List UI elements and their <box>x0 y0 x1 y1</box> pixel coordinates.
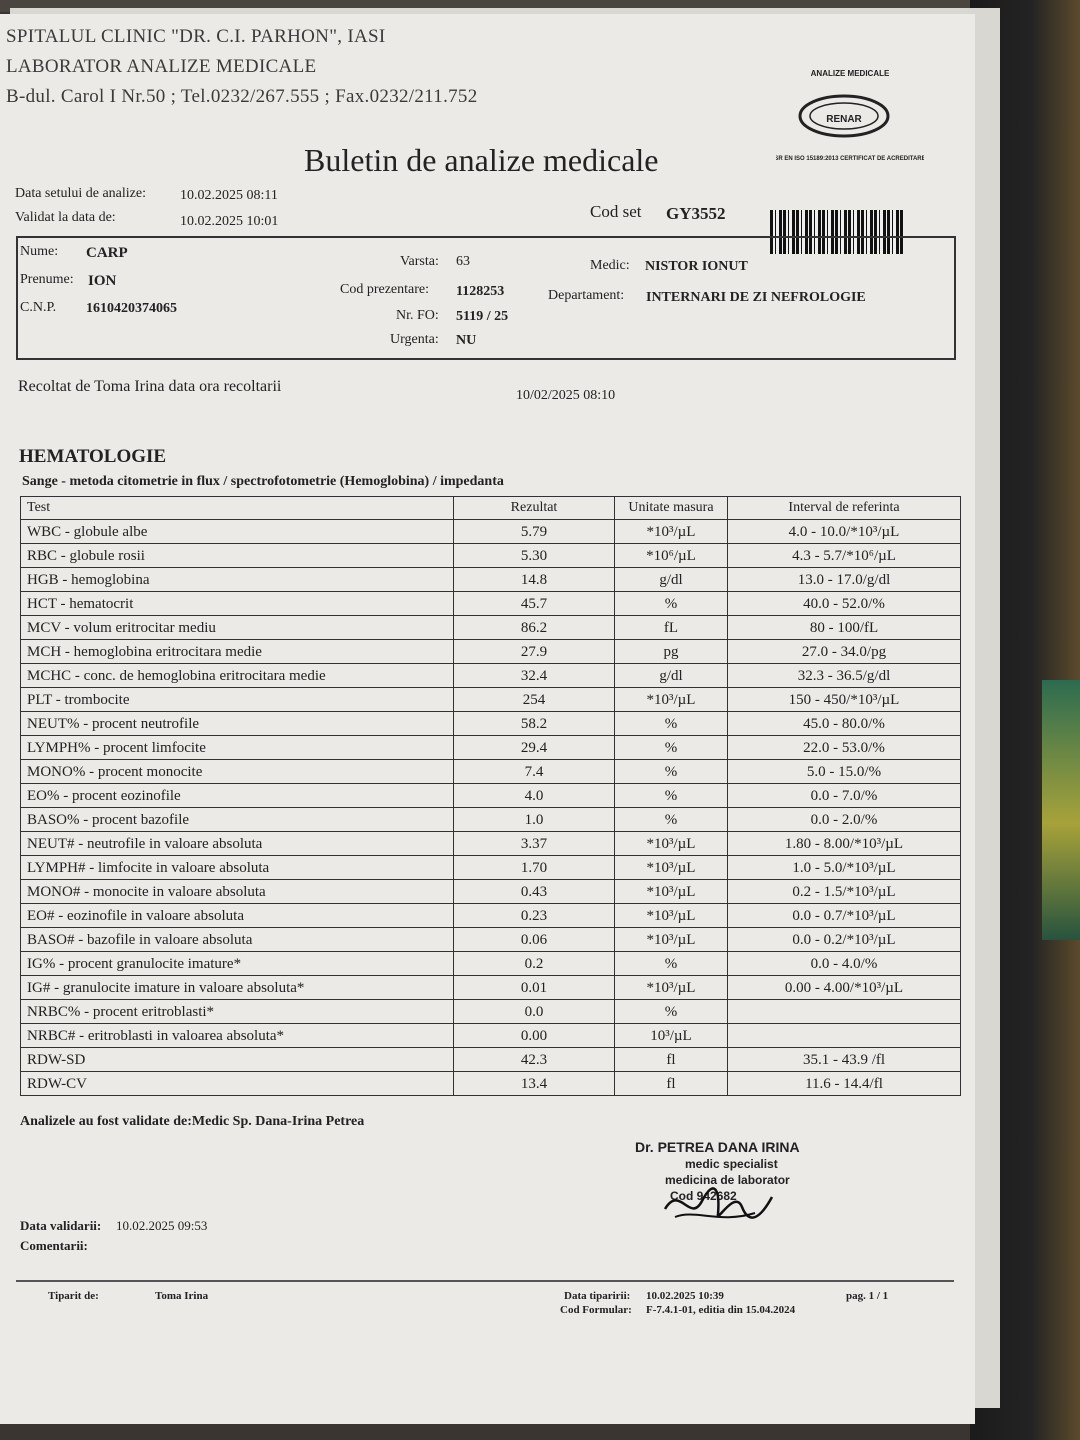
logo-text-bottom: SR EN ISO 15189:2013 CERTIFICAT DE ACREDITARE <box>776 156 924 162</box>
urgency-label: Urgenta: <box>390 332 439 347</box>
test-reference: 22.0 - 53.0/% <box>728 736 961 760</box>
page-number: pag. 1 / 1 <box>846 1290 889 1302</box>
background-colored-object <box>1042 680 1080 940</box>
table-row <box>21 856 961 880</box>
firstname-value: ION <box>88 273 117 289</box>
set-date-value: 10.02.2025 08:11 <box>180 188 278 203</box>
test-unit: *10³/µL <box>615 976 728 1000</box>
printed-by-value: Toma Irina <box>155 1290 209 1302</box>
test-reference: 5.0 - 15.0/% <box>728 760 961 784</box>
test-unit: 10³/µL <box>615 1024 728 1048</box>
test-unit: *10³/µL <box>615 928 728 952</box>
logo-text-mid: RENAR <box>826 114 862 125</box>
test-result: 32.4 <box>454 664 615 688</box>
hospital-name: SPITALUL CLINIC "DR. C.I. PARHON", IASI <box>6 26 386 47</box>
test-result: 86.2 <box>454 616 615 640</box>
test-unit: *10³/µL <box>615 856 728 880</box>
table-row <box>21 1048 961 1072</box>
table-row <box>21 760 961 784</box>
test-result: 7.4 <box>454 760 615 784</box>
test-result: 58.2 <box>454 712 615 736</box>
test-name: IG# - granulocite imature in valoare absoluta* <box>21 976 454 1000</box>
logo-text-top: ANALIZE MEDICALE <box>810 69 890 78</box>
table-row <box>21 616 961 640</box>
section-title: HEMATOLOGIE <box>19 446 167 467</box>
header-reference: Interval de referinta <box>728 497 961 520</box>
test-unit: fL <box>615 616 728 640</box>
validated-by: Analizele au fost validate de:Medic Sp. Dana-Irina Petrea <box>20 1114 365 1129</box>
test-result: 27.9 <box>454 640 615 664</box>
validated-date-label: Validat la data de: <box>15 210 116 225</box>
test-name: NEUT% - procent neutrofile <box>21 712 454 736</box>
test-reference: 4.0 - 10.0/*10³/µL <box>728 520 961 544</box>
test-result: 14.8 <box>454 568 615 592</box>
table-row <box>21 784 961 808</box>
collected-by: Recoltat de Toma Irina data ora recoltarii <box>18 378 282 395</box>
presentation-code-value: 1128253 <box>456 284 505 299</box>
test-result: 5.79 <box>454 520 615 544</box>
stamp-line-2: medic specialist <box>685 1157 778 1171</box>
test-name: NRBC% - procent eritroblasti* <box>21 1000 454 1024</box>
test-reference: 45.0 - 80.0/% <box>728 712 961 736</box>
test-reference: 32.3 - 36.5/g/dl <box>728 664 961 688</box>
name-value: CARP <box>86 245 128 261</box>
test-name: MCV - volum eritrocitar mediu <box>21 616 454 640</box>
cnp-label: C.N.P. <box>20 300 57 315</box>
lab-report-page <box>0 14 975 1424</box>
test-name: LYMPH# - limfocite in valoare absoluta <box>21 856 454 880</box>
table-row <box>21 1000 961 1024</box>
test-result: 254 <box>454 688 615 712</box>
collection-datetime: 10/02/2025 08:10 <box>516 388 616 403</box>
test-unit: % <box>615 712 728 736</box>
test-reference: 0.0 - 2.0/% <box>728 808 961 832</box>
urgency-value: NU <box>456 333 477 348</box>
test-name: MONO# - monocite in valoare absoluta <box>21 880 454 904</box>
test-name: HGB - hemoglobina <box>21 568 454 592</box>
test-reference: 0.00 - 4.00/*10³/µL <box>728 976 961 1000</box>
table-row <box>21 880 961 904</box>
test-name: BASO# - bazofile in valoare absoluta <box>21 928 454 952</box>
test-reference: 40.0 - 52.0/% <box>728 592 961 616</box>
test-unit: % <box>615 592 728 616</box>
table-row <box>21 568 961 592</box>
test-reference: 11.6 - 14.4/fl <box>728 1072 961 1096</box>
test-reference: 0.0 - 0.7/*10³/µL <box>728 904 961 928</box>
table-row <box>21 544 961 568</box>
set-code-label: Cod set <box>590 202 642 221</box>
table-row <box>21 640 961 664</box>
test-reference: 1.0 - 5.0/*10³/µL <box>728 856 961 880</box>
results-table <box>20 496 961 1096</box>
test-name: RDW-CV <box>21 1072 454 1096</box>
table-row <box>21 1072 961 1096</box>
header-unit: Unitate masura <box>615 497 728 520</box>
test-unit: % <box>615 760 728 784</box>
printed-by-label: Tiparit de: <box>48 1290 99 1302</box>
test-unit: *10⁶/µL <box>615 544 728 568</box>
table-row <box>21 904 961 928</box>
test-result: 3.37 <box>454 832 615 856</box>
test-reference: 1.80 - 8.00/*10³/µL <box>728 832 961 856</box>
test-unit: *10³/µL <box>615 688 728 712</box>
test-reference: 4.3 - 5.7/*10⁶/µL <box>728 544 961 568</box>
test-name: EO% - procent eozinofile <box>21 784 454 808</box>
test-reference: 13.0 - 17.0/g/dl <box>728 568 961 592</box>
header-test: Test <box>21 497 454 520</box>
print-date-label: Data tiparirii: <box>564 1290 631 1302</box>
stamp-line-1: Dr. PETREA DANA IRINA <box>635 1139 800 1155</box>
test-unit: fl <box>615 1072 728 1096</box>
test-unit: *10³/µL <box>615 880 728 904</box>
test-reference: 80 - 100/fL <box>728 616 961 640</box>
table-row <box>21 520 961 544</box>
test-result: 4.0 <box>454 784 615 808</box>
form-code-value: F-7.4.1-01, editia din 15.04.2024 <box>646 1304 796 1316</box>
test-result: 0.2 <box>454 952 615 976</box>
table-row <box>21 736 961 760</box>
test-result: 42.3 <box>454 1048 615 1072</box>
cnp-value: 1610420374065 <box>86 301 177 316</box>
stamp-line-3: medicina de laborator <box>665 1173 790 1187</box>
lab-address: B-dul. Carol I Nr.50 ; Tel.0232/267.555 ; Fax.0232/211.752 <box>6 86 478 107</box>
table-row <box>21 976 961 1000</box>
table-header-row <box>21 497 961 520</box>
presentation-code-label: Cod prezentare: <box>340 282 430 297</box>
test-unit: *10³/µL <box>615 832 728 856</box>
age-label: Varsta: <box>400 254 439 269</box>
test-unit: fl <box>615 1048 728 1072</box>
test-unit: *10³/µL <box>615 904 728 928</box>
test-result: 0.23 <box>454 904 615 928</box>
test-name: MONO% - procent monocite <box>21 760 454 784</box>
test-unit: % <box>615 736 728 760</box>
test-name: NEUT# - neutrofile in valoare absoluta <box>21 832 454 856</box>
lab-name: LABORATOR ANALIZE MEDICALE <box>6 56 317 77</box>
test-result: 0.0 <box>454 1000 615 1024</box>
doctor-stamp-signature <box>630 1139 860 1229</box>
test-result: 1.70 <box>454 856 615 880</box>
test-unit: % <box>615 952 728 976</box>
test-result: 13.4 <box>454 1072 615 1096</box>
validated-date-value: 10.02.2025 10:01 <box>180 214 279 229</box>
test-reference: 35.1 - 43.9 /fl <box>728 1048 961 1072</box>
test-name: BASO% - procent bazofile <box>21 808 454 832</box>
table-row <box>21 1024 961 1048</box>
test-name: LYMPH% - procent limfocite <box>21 736 454 760</box>
test-unit: g/dl <box>615 664 728 688</box>
table-row <box>21 712 961 736</box>
set-code-value: GY3552 <box>666 204 726 223</box>
test-name: RDW-SD <box>21 1048 454 1072</box>
doctor-label: Medic: <box>590 258 630 273</box>
test-unit: pg <box>615 640 728 664</box>
test-name: MCH - hemoglobina eritrocitara medie <box>21 640 454 664</box>
test-result: 1.0 <box>454 808 615 832</box>
test-reference: 0.0 - 0.2/*10³/µL <box>728 928 961 952</box>
table-row <box>21 928 961 952</box>
test-unit: % <box>615 1000 728 1024</box>
section-subtitle: Sange - metoda citometrie in flux / spectrofotometrie (Hemoglobina) / impedanta <box>22 474 504 489</box>
stamp-line-4: Cod 942682 <box>670 1189 737 1203</box>
test-name: MCHC - conc. de hemoglobina eritrocitara medie <box>21 664 454 688</box>
test-result: 29.4 <box>454 736 615 760</box>
name-label: Nume: <box>20 244 59 259</box>
test-result: 45.7 <box>454 592 615 616</box>
set-date-label: Data setului de analize: <box>15 186 146 201</box>
test-reference: 0.0 - 7.0/% <box>728 784 961 808</box>
test-result: 0.06 <box>454 928 615 952</box>
test-result: 5.30 <box>454 544 615 568</box>
firstname-label: Prenume: <box>20 272 74 287</box>
test-reference: 27.0 - 34.0/pg <box>728 640 961 664</box>
test-result: 0.01 <box>454 976 615 1000</box>
test-name: NRBC# - eritroblasti in valoarea absoluta* <box>21 1024 454 1048</box>
table-row <box>21 664 961 688</box>
handwritten-signature <box>660 1179 780 1229</box>
test-name: RBC - globule rosii <box>21 544 454 568</box>
test-unit: *10³/µL <box>615 520 728 544</box>
department-label: Departament: <box>548 288 625 303</box>
age-value: 63 <box>456 254 470 269</box>
accreditation-logo <box>776 64 924 189</box>
header-result: Rezultat <box>454 497 615 520</box>
table-row <box>21 832 961 856</box>
report-title: Buletin de analize medicale <box>304 142 659 178</box>
footer-divider <box>16 1280 954 1282</box>
fo-number-label: Nr. FO: <box>396 308 439 323</box>
department-value: INTERNARI DE ZI NEFROLOGIE <box>646 290 866 305</box>
test-name: WBC - globule albe <box>21 520 454 544</box>
test-reference: 0.2 - 1.5/*10³/µL <box>728 880 961 904</box>
test-reference: 0.0 - 4.0/% <box>728 952 961 976</box>
form-code-label: Cod Formular: <box>560 1304 632 1316</box>
test-name: PLT - trombocite <box>21 688 454 712</box>
print-date-value: 10.02.2025 10:39 <box>646 1290 724 1302</box>
doctor-value: NISTOR IONUT <box>645 259 748 274</box>
test-reference <box>728 1000 961 1024</box>
validation-date-label: Data validarii: <box>20 1218 102 1233</box>
test-reference: 150 - 450/*10³/µL <box>728 688 961 712</box>
table-row <box>21 952 961 976</box>
test-name: IG% - procent granulocite imature* <box>21 952 454 976</box>
test-name: HCT - hematocrit <box>21 592 454 616</box>
test-unit: % <box>615 784 728 808</box>
fo-number-value: 5119 / 25 <box>456 309 509 324</box>
validation-date-value: 10.02.2025 09:53 <box>116 1218 208 1233</box>
test-reference <box>728 1024 961 1048</box>
comments-label: Comentarii: <box>20 1238 88 1253</box>
test-unit: g/dl <box>615 568 728 592</box>
table-row <box>21 688 961 712</box>
test-name: EO# - eozinofile in valoare absoluta <box>21 904 454 928</box>
test-unit: % <box>615 808 728 832</box>
table-row <box>21 808 961 832</box>
table-row <box>21 592 961 616</box>
test-result: 0.43 <box>454 880 615 904</box>
test-result: 0.00 <box>454 1024 615 1048</box>
